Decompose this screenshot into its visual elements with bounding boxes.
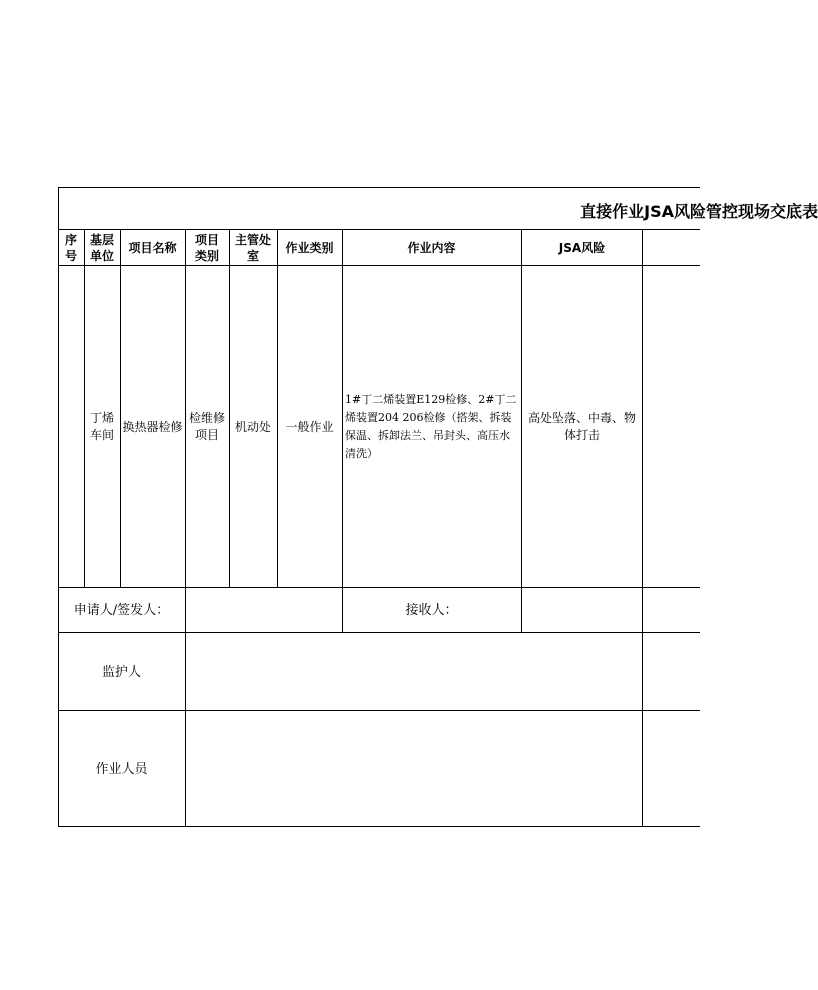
row-jsa-risk: 高处坠落、中毒、物体打击 [527,411,636,442]
grid-line [521,229,522,633]
header-jsa-risk: JSA风险 [558,240,606,255]
header-seq: 序号 [64,232,77,263]
header-work-type: 作业类别 [285,240,334,255]
header-unit: 基层单位 [89,232,114,263]
grid-line [229,229,230,588]
grid-line [277,229,278,588]
grid-line [58,587,700,588]
row-department: 机动处 [234,419,271,434]
workers-value [185,711,643,827]
applicant-label: 申请人/签发人： [73,603,170,618]
receiver-label: 接收人： [405,603,458,618]
header-department: 主管处室 [234,232,271,263]
grid-line [120,229,121,588]
header-project-type: 项目类别 [194,232,219,263]
row-unit: 丁烯车间 [89,411,114,442]
receiver-value [521,588,643,633]
grid-line [58,187,59,827]
workers-label: 作业人员 [95,761,148,777]
row-work-type: 一般作业 [285,419,334,434]
grid-line [185,229,186,827]
grid-line [58,826,700,827]
form-title-text: 直接作业JSA风险管控现场交底表 [580,201,818,221]
row-seq [58,266,84,588]
grid-line [342,229,343,633]
grid-line [58,632,700,633]
grid-line [84,229,85,588]
row-work-content: 1#丁二烯装置E129检修、2#丁二烯装置204 206检修（搭架、拆装保温、拆卸法兰、吊封头、高压水清洗） [345,393,517,460]
grid-line [58,710,700,711]
grid-line [642,229,643,827]
grid-line [58,187,700,188]
form-title [60,190,818,230]
header-project-name: 项目名称 [128,240,177,255]
header-work-content: 作业内容 [407,240,456,255]
row-project-name: 换热器检修 [122,419,183,434]
guardian-label: 监护人 [101,664,141,680]
row-project-type: 检维修项目 [188,411,225,442]
applicant-value [185,588,342,633]
grid-line [58,229,700,230]
grid-line [58,265,700,266]
guardian-value [185,633,643,711]
